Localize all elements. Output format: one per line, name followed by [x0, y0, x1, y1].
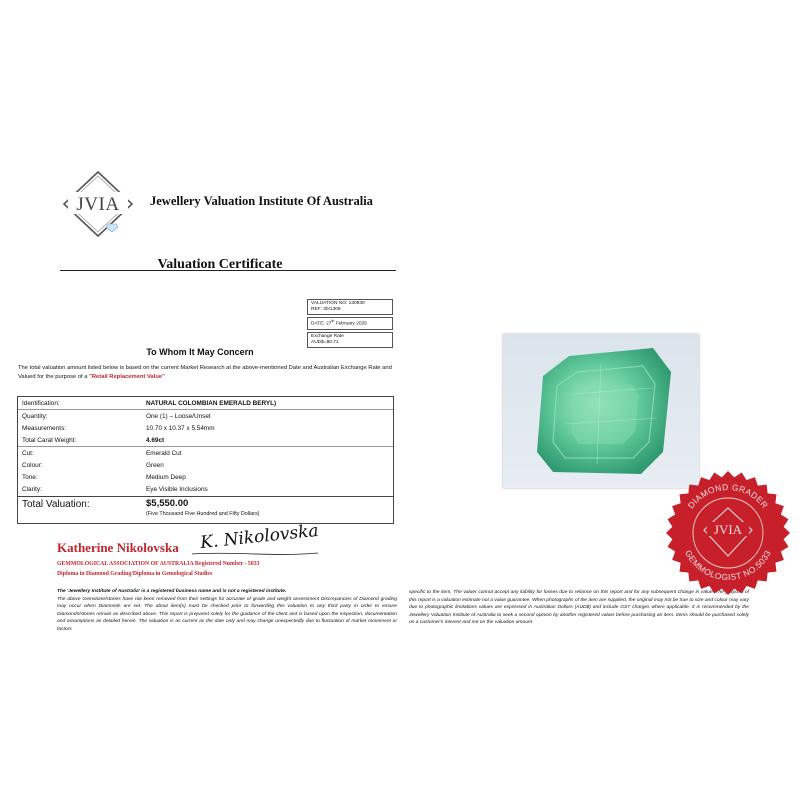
valuation-info-box: [307, 299, 393, 350]
detail-row: [18, 397, 393, 410]
disclaimer-left: The 'Jewellery Institute of Australia' is a registered business name and is not a registered institute. The above Gemstone/stones have not been removed from their settings for accurate of grade and weight assessment Discrepancies of Diamond grading may occur when Diamonds are set. The about item(s) must be checked prior to forwarding this valuation to any third party in order to ensure Diamonds/stones remain as described above. This report is prepared solely for the guidance of the client and is based upon the inspection, documentation and assumptions as detailed herein. The valuation is as current as the date only and may change unexpectedly due to fluctuation of market movement or factors: [57, 589, 397, 632]
seal-bottom-text: GEMMOLOGIST NO.5033: [683, 548, 773, 583]
logo-text: JVIA: [76, 194, 120, 215]
exchange-rate-value: AUD$=$0.71: [311, 339, 339, 345]
emerald-image: [503, 334, 699, 488]
disclaimer-intro: The 'Jewellery Institute of Australia' is a registered business name and is not a registered institute.: [57, 589, 287, 594]
addressee: To Whom It May Concern: [146, 347, 254, 357]
valuer-signature: K. Nikolovska: [199, 520, 320, 554]
jvia-logo: [62, 170, 134, 240]
detail-label: Cut:: [22, 449, 34, 457]
valuation-number: VALUATION NO: 130930: [311, 301, 365, 306]
exchange-rate-cell: [307, 332, 393, 348]
detail-value: NATURAL COLOMBIAN EMERALD BERYL): [146, 399, 277, 407]
total-valuation-amount: $5,550.00: [146, 497, 189, 509]
detail-value: One (1) – Loose/Unset: [146, 412, 211, 420]
intro-paragraph: The total valuation amount listed below is based on the current Market Research at the above-mentioned Date and Australian Exchange Rate and Valued for the purpose of a "Retail Replacement Value": [18, 365, 392, 381]
detail-row: [18, 422, 393, 434]
detail-label: Measurements:: [22, 424, 67, 432]
detail-value: 4.69ct: [146, 436, 165, 444]
diploma-line: Diploma in Diamond Grading/Diploma in Gemological Studies: [57, 571, 213, 577]
valuer-name: Katherine Nikolovska: [57, 540, 179, 555]
signature-underline: [190, 551, 320, 557]
gemstone-photo: [503, 334, 699, 488]
valuation-ref-cell: [307, 299, 393, 315]
detail-value: Emerald Cut: [146, 449, 182, 457]
detail-label: Tone:: [22, 474, 38, 482]
seal-center-text: JVIA: [713, 522, 743, 537]
certificate-title: Valuation Certificate: [157, 257, 283, 272]
detail-value: Green: [146, 462, 164, 470]
detail-row: [18, 459, 393, 471]
diamond-grader-seal: [663, 468, 793, 598]
detail-value: 10.70 x 10.37 x 5.54mm: [146, 424, 215, 432]
detail-value: Eye Visible Inclusions: [146, 486, 208, 494]
detail-value: Medium Deep: [146, 474, 186, 482]
disclaimer-right: specific to the item. The valuer cannot accept any liability for losses due to reliance on this report and for any subsequent change in value. The purpose of this report is a valuation estimate not a value guarantee. When photographs of the item are supplied, the original may not be true to size and colour may vary due to photographic limitations values are expressed in Australian Dollars (AUD$) and include GST charges where applicable. It is recommended by the Jewellery Valuation Institute of Australia to seek a second opinion by another registered valuer before purchasing an item. Items should be purchased solely on a customer's interest and not on the valuation amount.: [409, 590, 749, 626]
detail-row: [18, 472, 393, 484]
detail-label: Identification:: [22, 399, 60, 407]
detail-row: [18, 484, 393, 496]
detail-label: Clarity:: [22, 486, 42, 494]
diamond-icon: [106, 224, 118, 232]
valuation-date: DATE: 27th February 2025: [307, 317, 393, 330]
detail-label: Colour:: [22, 462, 43, 470]
header-divider: [60, 270, 396, 271]
seal-top-text: DIAMOND GRADER: [685, 481, 771, 511]
retail-replacement-value: "Retail Replacement Value": [89, 374, 165, 381]
detail-row: [18, 447, 393, 459]
detail-label: Quantity:: [22, 412, 48, 420]
total-valuation-label: Total Valuation:: [22, 498, 90, 510]
reference-number: REF: 30/1309: [311, 306, 341, 312]
total-valuation-words: (Five Thousand Five Hundred and Fifty Dollars): [146, 510, 260, 517]
detail-label: Total Carat Weight:: [22, 436, 77, 444]
detail-row: [18, 410, 393, 422]
gemmological-association: GEMMOLOGICAL ASSOCIATION OF AUSTRALIA Registered Number - 5033: [57, 561, 260, 567]
institute-name: Jewellery Valuation Institute Of Australia: [150, 194, 373, 208]
gem-details-table: [17, 396, 394, 524]
detail-row: [18, 434, 393, 447]
total-valuation-row: [18, 496, 393, 523]
exchange-rate-label: Exchange Rate: [311, 333, 344, 339]
